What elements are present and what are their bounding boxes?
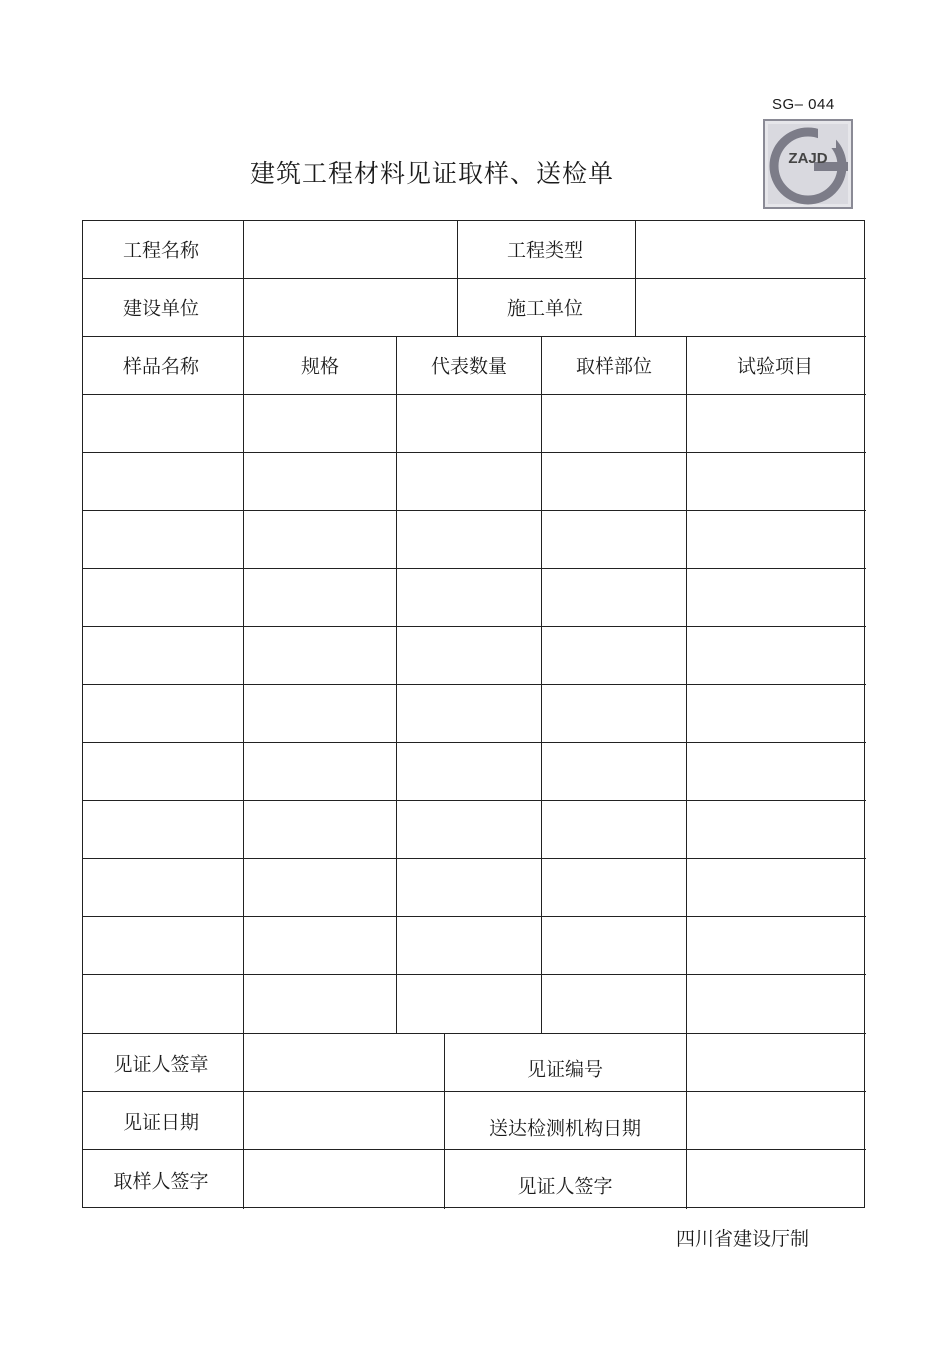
page-title: 建筑工程材料见证取样、送检单 bbox=[250, 159, 615, 188]
column-header-test-item: 试验项目 bbox=[736, 355, 814, 378]
column-header-spec: 规格 bbox=[300, 355, 340, 378]
project-name-label: 工程名称 bbox=[122, 239, 200, 262]
issuer-footer: 四川省建设厅制 bbox=[676, 1228, 810, 1250]
sampler-sign-label: 取样人签字 bbox=[113, 1170, 209, 1193]
witness-seal-label: 见证人签章 bbox=[113, 1053, 209, 1076]
delivery-date-label: 送达检测机构日期 bbox=[488, 1117, 642, 1140]
form-table bbox=[82, 220, 865, 1208]
form-code: SG– 044 bbox=[772, 96, 835, 113]
witness-date-label: 见证日期 bbox=[122, 1111, 200, 1134]
column-header-sample-name: 样品名称 bbox=[122, 355, 200, 378]
logo-lettering: ZAJD bbox=[788, 150, 828, 167]
witness-sign-label: 见证人签字 bbox=[517, 1175, 613, 1198]
project-type-label: 工程类型 bbox=[506, 239, 584, 262]
column-header-location: 取样部位 bbox=[575, 355, 653, 378]
builder-label: 建设单位 bbox=[122, 297, 200, 320]
organization-logo bbox=[762, 118, 854, 210]
contractor-label: 施工单位 bbox=[506, 297, 584, 320]
witness-no-label: 见证编号 bbox=[526, 1058, 604, 1081]
column-header-quantity: 代表数量 bbox=[430, 355, 508, 378]
